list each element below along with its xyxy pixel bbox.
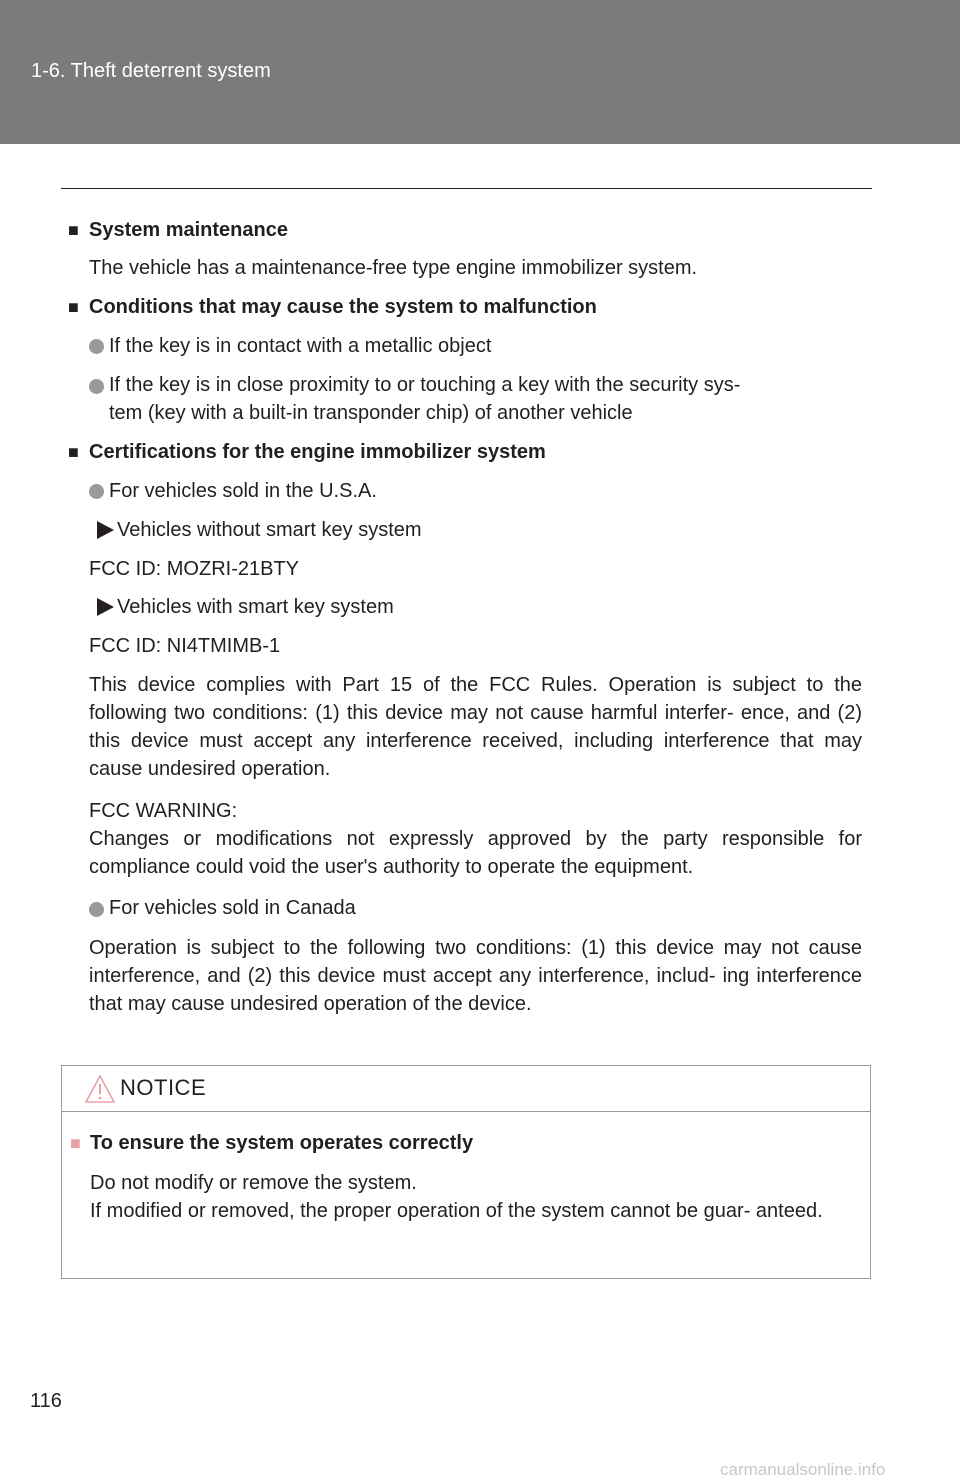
heading-square-icon: ■ [68,297,79,317]
watermark: carmanualsonline.info [720,1460,886,1479]
notice-line-2: If modified or removed, the proper operation of the system cannot be guar- anteed. [90,1200,823,1222]
usa-bullet: For vehicles sold in the U.S.A. [109,480,377,502]
notice-box [61,1065,871,1279]
bullet-dot-icon [89,379,104,394]
fcc-warning-label: FCC WARNING: [89,800,238,822]
page-header [0,0,960,144]
page-number: 116 [30,1390,62,1412]
without-smart-key: Vehicles without smart key system [117,519,422,541]
canada-text: Operation is subject to the following two conditions: (1) this device may not cause interference, and (2) this device must accept any interference, includ- ing interference that may cause undesired operation of the device. [89,937,862,1015]
notice-heading: To ensure the system operates correctly [90,1132,474,1154]
top-rule [61,188,872,189]
section-title: 1-6. Theft deterrent system [31,60,271,82]
heading-square-icon: ■ [68,220,79,240]
conditions-heading: Conditions that may cause the system to malfunction [89,296,597,318]
conditions-bullet-2-line-2: tem (key with a built-in transponder chip) of another vehicle [109,402,633,424]
bullet-dot-icon [89,902,104,917]
notice-divider [62,1111,870,1112]
notice-line-1: Do not modify or remove the system. [90,1172,417,1194]
arrow-right-icon [97,521,114,539]
bullet-dot-icon [89,339,104,354]
warning-triangle-icon [84,1074,116,1104]
arrow-right-icon [97,598,114,616]
with-smart-key: Vehicles with smart key system [117,596,394,618]
maintenance-heading: System maintenance [89,219,288,241]
conditions-bullet-1: If the key is in contact with a metallic object [109,335,492,357]
fcc-warning-text: Changes or modifications not expressly approved by the party responsible for compliance could void the user's authority to operate the equipment. [89,828,862,878]
conditions-bullet-2-line-1: If the key is in close proximity to or touching a key with the security sys- [109,374,741,396]
heading-square-icon: ■ [70,1133,81,1153]
bullet-dot-icon [89,484,104,499]
notice-title: NOTICE [120,1075,207,1100]
fcc-id-1: FCC ID: MOZRI-21BTY [89,558,300,580]
fcc-id-2: FCC ID: NI4TMIMB-1 [89,635,281,657]
canada-bullet: For vehicles sold in Canada [109,897,356,919]
compliance-text: This device complies with Part 15 of the FCC Rules. Operation is subject to the following two conditions: (1) this device may not cause harmful interfer- ence, and (2) this device must accept any interference received, including interference that may cause undesired operation. [89,674,862,780]
heading-square-icon: ■ [68,442,79,462]
certifications-heading: Certifications for the engine immobilizer system [89,441,546,463]
maintenance-text: The vehicle has a maintenance-free type engine immobilizer system. [89,257,698,279]
